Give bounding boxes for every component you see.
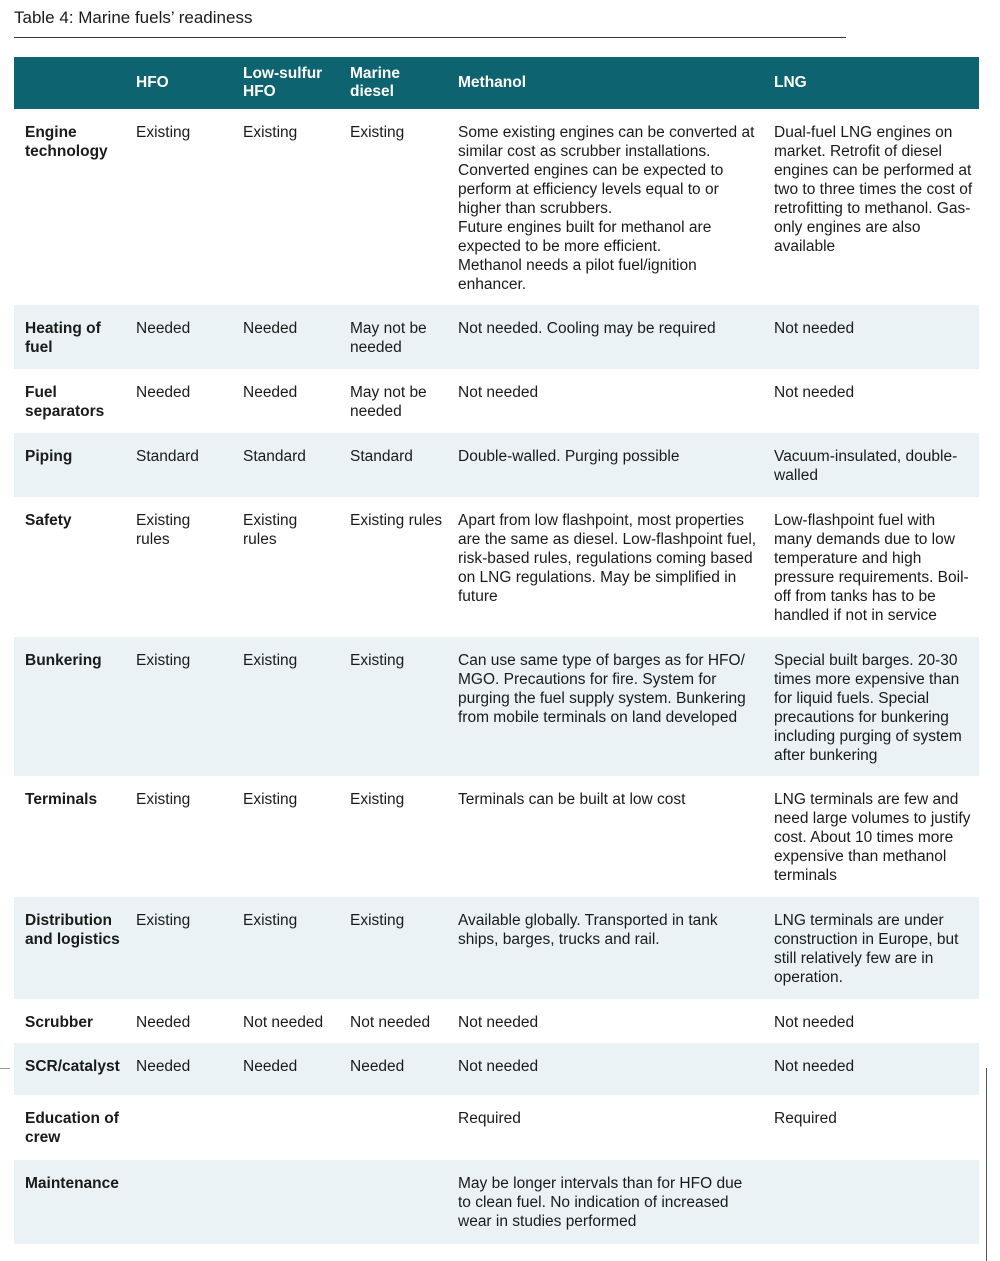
cell-methanol: Apart from low flashpoint, most properties are the same as diesel. Low-flashpoint fuel, risk-based rules, regulations coming based on LNG regulations. May be simplified in future xyxy=(458,512,757,605)
cell-methanol: Terminals can be built at low cost xyxy=(458,791,686,808)
header-methanol: Methanol xyxy=(458,74,527,91)
header-hfo: HFO xyxy=(136,74,169,91)
table-body xyxy=(14,109,979,1244)
cell-lng: Low-flashpoint fuel with many demands due to low temperature and high pressure requirements. Boil-off from tanks has to be handled if not in service xyxy=(774,512,969,624)
cell-low-sulfur-hfo: Not needed xyxy=(243,1014,324,1031)
table-row xyxy=(14,369,979,433)
cell-low-sulfur-hfo: Needed xyxy=(243,320,298,337)
cell-lng: Special built barges. 20-30 times more expensive than for liquid fuels. Special precautions for bunkering including purging of system after bunkering xyxy=(774,652,962,764)
cell-marine-diesel: Existing xyxy=(350,791,405,808)
row-label: SCR/catalyst xyxy=(25,1058,120,1075)
cell-lng: LNG terminals are under construction in Europe, but still relatively few are in operation. xyxy=(774,912,959,986)
table-row xyxy=(14,999,979,1043)
cell-methanol: May be longer intervals than for HFO due to clean fuel. No indication of increased wear in studies performed xyxy=(458,1175,743,1230)
header-low-sulfur-hfo: Low-sulfur HFO xyxy=(243,65,323,100)
cell-marine-diesel: Standard xyxy=(350,448,413,465)
cell-marine-diesel: Existing xyxy=(350,124,405,141)
table-row xyxy=(14,776,979,897)
cell-hfo: Existing xyxy=(136,652,191,669)
cell-hfo: Existing xyxy=(136,791,191,808)
cell-lng: Not needed xyxy=(774,384,855,401)
cell-marine-diesel xyxy=(339,1095,447,1160)
cell-low-sulfur-hfo: Existing rules xyxy=(243,512,298,548)
cell-marine-diesel: Existing rules xyxy=(350,512,443,529)
cell-lng: LNG terminals are few and need large volumes to justify cost. About 10 times more expensive than methanol terminals xyxy=(774,791,971,884)
cell-low-sulfur-hfo: Needed xyxy=(243,1058,298,1075)
row-label: Distribution and logistics xyxy=(25,912,120,948)
cell-marine-diesel: Existing xyxy=(350,912,405,929)
cell-lng: Vacuum-insulated, double-walled xyxy=(774,448,958,484)
cell-low-sulfur-hfo xyxy=(232,1160,339,1244)
cell-methanol: Not needed xyxy=(458,1014,539,1031)
cell-lng: Not needed xyxy=(774,1058,855,1075)
cell-hfo: Existing xyxy=(136,124,191,141)
cell-low-sulfur-hfo: Existing xyxy=(243,912,298,929)
cell-methanol: Required xyxy=(458,1110,521,1127)
table-row xyxy=(14,637,979,776)
row-label: Terminals xyxy=(25,791,98,808)
row-label: Engine technology xyxy=(25,124,108,160)
cell-marine-diesel: Not needed xyxy=(350,1014,431,1031)
table-row xyxy=(14,1160,979,1244)
cell-lng: Dual-fuel LNG engines on market. Retrofit of diesel engines can be performed at two to three times the cost of retrofitting to methanol. Gas-only engines are also available xyxy=(774,124,973,255)
cell-hfo: Standard xyxy=(136,448,199,465)
table-row xyxy=(14,497,979,637)
header-marine-diesel: Marine diesel xyxy=(350,65,400,100)
cell-marine-diesel: Needed xyxy=(350,1058,405,1075)
cell-marine-diesel: May not be needed xyxy=(350,320,427,356)
row-label: Scrubber xyxy=(25,1014,94,1031)
cell-marine-diesel: Existing xyxy=(350,652,405,669)
cell-methanol: Can use same type of barges as for HFO/ MGO. Precautions for fire. System for purging the fuel supply system. Bunkering from mobile terminals on land developed xyxy=(458,652,746,726)
table-row xyxy=(14,897,979,999)
cell-methanol: Not needed xyxy=(458,384,539,401)
cell-low-sulfur-hfo: Standard xyxy=(243,448,306,465)
row-label: Safety xyxy=(25,512,72,529)
cell-methanol: Some existing engines can be converted at similar cost as scrubber installations. Converted engines can be expected to perform at efficiency levels equal to or higher than scrubbers. Future engines built for methanol are expected to be more efficient. Methanol needs a pilot fuel/ignition enhancer. xyxy=(458,124,755,293)
table-caption: Table 4: Marine fuels’ readiness xyxy=(14,8,253,27)
cell-methanol: Available globally. Transported in tank ships, barges, trucks and rail. xyxy=(458,912,718,948)
cell-hfo: Needed xyxy=(136,384,191,401)
row-label: Education of crew xyxy=(25,1110,119,1146)
cell-marine-diesel: May not be needed xyxy=(350,384,427,420)
cell-low-sulfur-hfo: Existing xyxy=(243,791,298,808)
cell-marine-diesel xyxy=(339,1160,447,1244)
cell-methanol: Double-walled. Purging possible xyxy=(458,448,680,465)
cell-hfo: Needed xyxy=(136,1058,191,1075)
cell-hfo xyxy=(125,1095,232,1160)
cell-low-sulfur-hfo: Existing xyxy=(243,652,298,669)
cell-hfo: Existing xyxy=(136,912,191,929)
cell-lng: Not needed xyxy=(774,320,855,337)
table-row xyxy=(14,433,979,497)
page-edge-line xyxy=(986,1068,987,1261)
cell-lng: Required xyxy=(774,1110,837,1127)
cell-methanol: Not needed. Cooling may be required xyxy=(458,320,716,337)
table-row xyxy=(14,305,979,369)
row-label: Fuel separators xyxy=(25,384,105,420)
header-lng: LNG xyxy=(774,74,807,91)
row-label: Heating of fuel xyxy=(25,320,101,356)
row-label: Maintenance xyxy=(25,1175,119,1192)
table-row xyxy=(14,109,979,305)
table-row xyxy=(14,1095,979,1160)
cell-hfo: Existing rules xyxy=(136,512,191,548)
cell-hfo: Needed xyxy=(136,320,191,337)
cell-low-sulfur-hfo xyxy=(232,1095,339,1160)
table-header-row xyxy=(14,57,979,109)
cell-hfo: Needed xyxy=(136,1014,191,1031)
header-blank xyxy=(14,57,125,109)
cell-methanol: Not needed xyxy=(458,1058,539,1075)
row-label: Bunkering xyxy=(25,652,102,669)
marine-fuels-table xyxy=(14,57,979,1244)
row-label: Piping xyxy=(25,448,73,465)
table-row xyxy=(14,1043,979,1095)
cell-lng: Not needed xyxy=(774,1014,855,1031)
page-edge-mark xyxy=(0,1068,10,1069)
caption-divider xyxy=(14,37,846,38)
cell-hfo xyxy=(125,1160,232,1244)
cell-low-sulfur-hfo: Existing xyxy=(243,124,298,141)
cell-low-sulfur-hfo: Needed xyxy=(243,384,298,401)
cell-lng xyxy=(763,1160,979,1244)
